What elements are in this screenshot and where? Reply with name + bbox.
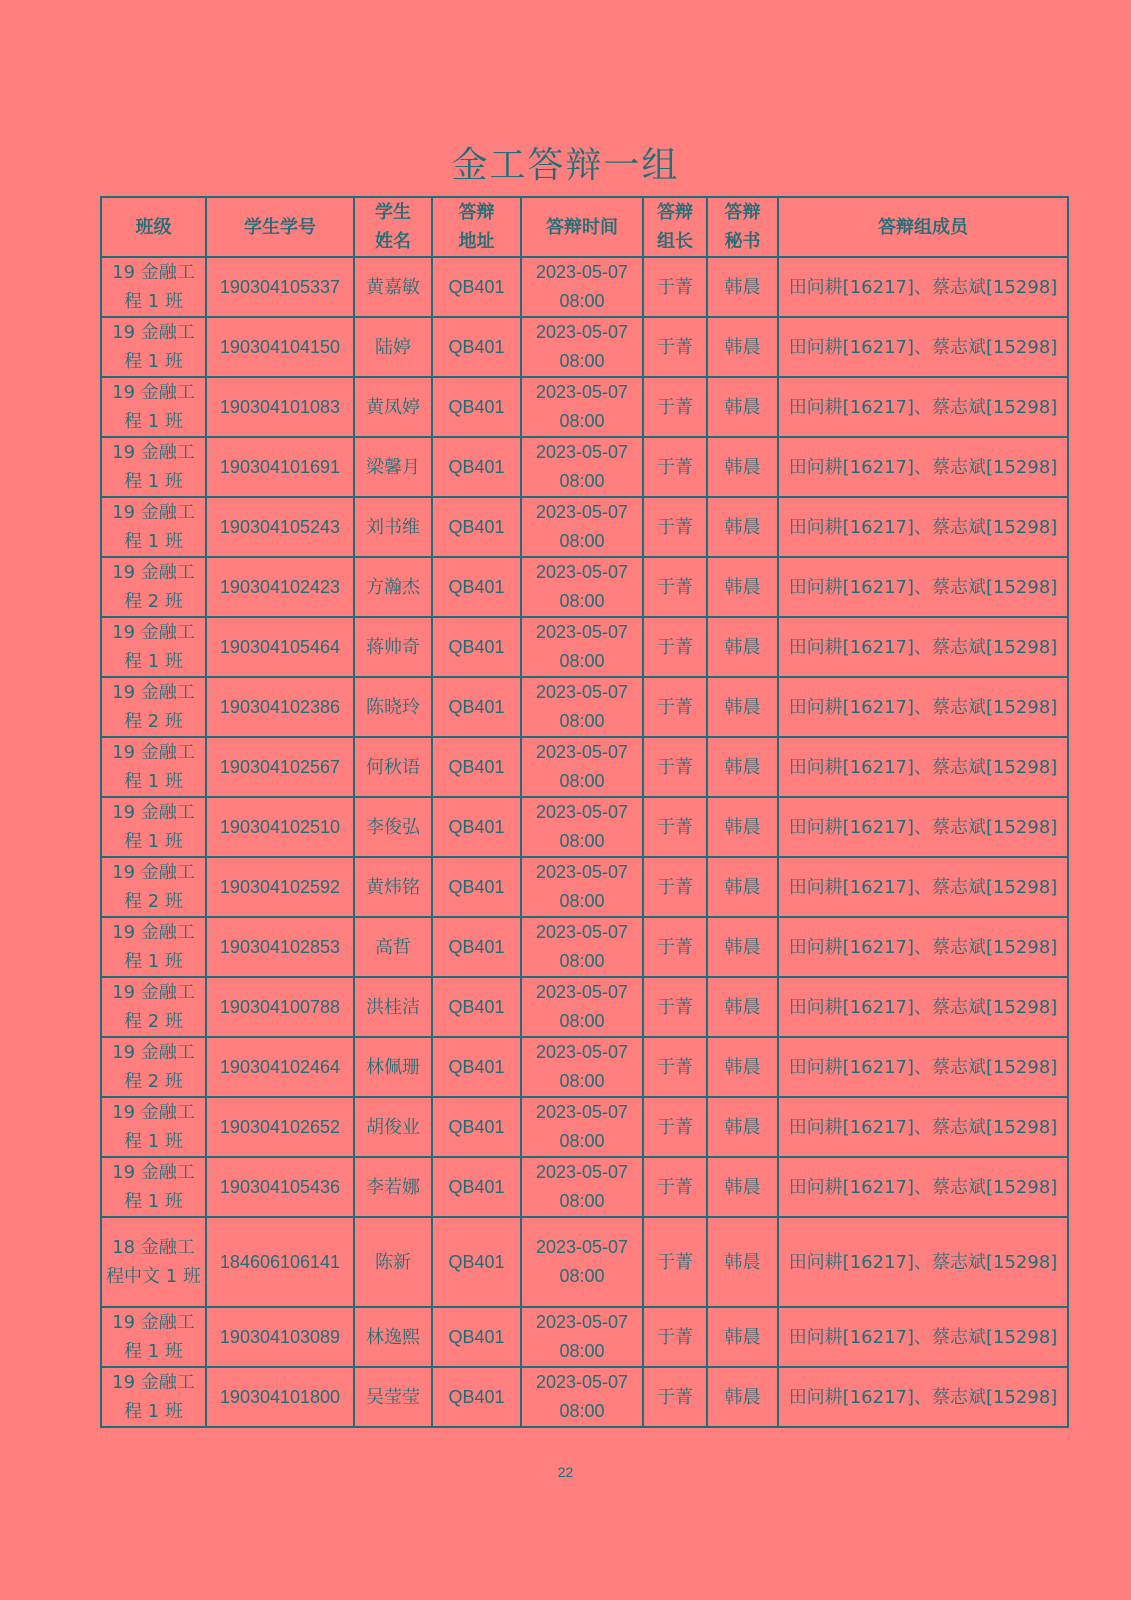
table-row bbox=[101, 917, 1068, 977]
cell-group-members: 田问耕[16217]、蔡志斌[15298] bbox=[778, 737, 1068, 797]
cell-defense-place: QB401 bbox=[432, 497, 521, 557]
cell-student-name: 胡俊业 bbox=[354, 1097, 432, 1157]
cell-group-leader: 于菁 bbox=[643, 557, 707, 617]
cell-group-members: 田问耕[16217]、蔡志斌[15298] bbox=[778, 1367, 1068, 1427]
header-defense-time: 答辩时间 bbox=[521, 197, 643, 257]
cell-class: 19 金融工程 1 班 bbox=[101, 437, 206, 497]
cell-student-id: 190304100788 bbox=[206, 977, 354, 1037]
cell-group-members: 田问耕[16217]、蔡志斌[15298] bbox=[778, 437, 1068, 497]
cell-class: 19 金融工程 1 班 bbox=[101, 497, 206, 557]
cell-defense-place: QB401 bbox=[432, 1037, 521, 1097]
table-row bbox=[101, 1307, 1068, 1367]
cell-secretary: 韩晨 bbox=[707, 497, 778, 557]
cell-defense-place: QB401 bbox=[432, 917, 521, 977]
cell-defense-time: 2023-05-07 08:00 bbox=[521, 1217, 643, 1307]
table-row bbox=[101, 677, 1068, 737]
table-row bbox=[101, 1097, 1068, 1157]
cell-student-name: 李俊弘 bbox=[354, 797, 432, 857]
cell-defense-place: QB401 bbox=[432, 737, 521, 797]
cell-group-leader: 于菁 bbox=[643, 1157, 707, 1217]
header-class: 班级 bbox=[101, 197, 206, 257]
cell-student-name: 洪桂洁 bbox=[354, 977, 432, 1037]
cell-defense-time: 2023-05-07 08:00 bbox=[521, 437, 643, 497]
cell-class: 19 金融工程 2 班 bbox=[101, 1037, 206, 1097]
cell-student-id: 190304102423 bbox=[206, 557, 354, 617]
cell-student-id: 190304102652 bbox=[206, 1097, 354, 1157]
cell-student-name: 方瀚杰 bbox=[354, 557, 432, 617]
cell-class: 19 金融工程 1 班 bbox=[101, 377, 206, 437]
cell-student-name: 黄炜铭 bbox=[354, 857, 432, 917]
cell-class: 19 金融工程 1 班 bbox=[101, 1097, 206, 1157]
cell-class: 19 金融工程 1 班 bbox=[101, 257, 206, 317]
cell-student-id: 190304102464 bbox=[206, 1037, 354, 1097]
cell-group-members: 田问耕[16217]、蔡志斌[15298] bbox=[778, 1217, 1068, 1307]
cell-student-id: 190304105464 bbox=[206, 617, 354, 677]
cell-defense-time: 2023-05-07 08:00 bbox=[521, 377, 643, 437]
cell-group-members: 田问耕[16217]、蔡志斌[15298] bbox=[778, 1307, 1068, 1367]
cell-student-id: 190304102510 bbox=[206, 797, 354, 857]
cell-student-name: 林逸熙 bbox=[354, 1307, 432, 1367]
cell-class: 19 金融工程 2 班 bbox=[101, 557, 206, 617]
cell-secretary: 韩晨 bbox=[707, 1217, 778, 1307]
cell-student-id: 190304102592 bbox=[206, 857, 354, 917]
cell-student-name: 刘书维 bbox=[354, 497, 432, 557]
cell-group-members: 田问耕[16217]、蔡志斌[15298] bbox=[778, 317, 1068, 377]
cell-group-leader: 于菁 bbox=[643, 857, 707, 917]
table-row bbox=[101, 857, 1068, 917]
cell-defense-time: 2023-05-07 08:00 bbox=[521, 677, 643, 737]
cell-defense-place: QB401 bbox=[432, 377, 521, 437]
cell-group-leader: 于菁 bbox=[643, 317, 707, 377]
cell-class: 19 金融工程 1 班 bbox=[101, 617, 206, 677]
header-secretary: 答辩 秘书 bbox=[707, 197, 778, 257]
cell-defense-place: QB401 bbox=[432, 1307, 521, 1367]
cell-group-leader: 于菁 bbox=[643, 1037, 707, 1097]
cell-group-members: 田问耕[16217]、蔡志斌[15298] bbox=[778, 1097, 1068, 1157]
cell-secretary: 韩晨 bbox=[707, 617, 778, 677]
cell-class: 19 金融工程 1 班 bbox=[101, 1157, 206, 1217]
cell-defense-place: QB401 bbox=[432, 857, 521, 917]
header-group-members: 答辩组成员 bbox=[778, 197, 1068, 257]
cell-class: 19 金融工程 2 班 bbox=[101, 977, 206, 1037]
cell-student-name: 蒋帅奇 bbox=[354, 617, 432, 677]
cell-defense-time: 2023-05-07 08:00 bbox=[521, 977, 643, 1037]
cell-group-leader: 于菁 bbox=[643, 797, 707, 857]
table-row bbox=[101, 1157, 1068, 1217]
cell-secretary: 韩晨 bbox=[707, 437, 778, 497]
table-row bbox=[101, 1217, 1068, 1307]
cell-defense-time: 2023-05-07 08:00 bbox=[521, 557, 643, 617]
table-row bbox=[101, 1367, 1068, 1427]
table-header-row bbox=[101, 197, 1068, 257]
cell-student-id: 190304104150 bbox=[206, 317, 354, 377]
table-row bbox=[101, 737, 1068, 797]
cell-class: 18 金融工程中文 1 班 bbox=[101, 1217, 206, 1307]
cell-student-name: 梁馨月 bbox=[354, 437, 432, 497]
cell-defense-time: 2023-05-07 08:00 bbox=[521, 1307, 643, 1367]
defense-roster-table bbox=[100, 196, 1069, 1428]
cell-student-name: 吴莹莹 bbox=[354, 1367, 432, 1427]
cell-group-leader: 于菁 bbox=[643, 497, 707, 557]
cell-secretary: 韩晨 bbox=[707, 857, 778, 917]
cell-student-name: 高哲 bbox=[354, 917, 432, 977]
cell-defense-place: QB401 bbox=[432, 557, 521, 617]
cell-defense-place: QB401 bbox=[432, 317, 521, 377]
cell-defense-place: QB401 bbox=[432, 1097, 521, 1157]
cell-group-leader: 于菁 bbox=[643, 1367, 707, 1427]
cell-group-members: 田问耕[16217]、蔡志斌[15298] bbox=[778, 917, 1068, 977]
cell-defense-time: 2023-05-07 08:00 bbox=[521, 257, 643, 317]
cell-class: 19 金融工程 1 班 bbox=[101, 737, 206, 797]
cell-student-id: 190304101800 bbox=[206, 1367, 354, 1427]
cell-defense-time: 2023-05-07 08:00 bbox=[521, 1367, 643, 1427]
cell-group-leader: 于菁 bbox=[643, 677, 707, 737]
cell-group-leader: 于菁 bbox=[643, 917, 707, 977]
table-row bbox=[101, 377, 1068, 437]
cell-student-id: 190304101691 bbox=[206, 437, 354, 497]
cell-group-leader: 于菁 bbox=[643, 1217, 707, 1307]
table-row bbox=[101, 317, 1068, 377]
cell-secretary: 韩晨 bbox=[707, 317, 778, 377]
cell-student-id: 190304102386 bbox=[206, 677, 354, 737]
cell-group-members: 田问耕[16217]、蔡志斌[15298] bbox=[778, 377, 1068, 437]
cell-group-members: 田问耕[16217]、蔡志斌[15298] bbox=[778, 557, 1068, 617]
table-row bbox=[101, 497, 1068, 557]
cell-defense-time: 2023-05-07 08:00 bbox=[521, 917, 643, 977]
cell-class: 19 金融工程 1 班 bbox=[101, 797, 206, 857]
header-defense-place: 答辩 地址 bbox=[432, 197, 521, 257]
cell-defense-place: QB401 bbox=[432, 977, 521, 1037]
cell-group-members: 田问耕[16217]、蔡志斌[15298] bbox=[778, 857, 1068, 917]
cell-class: 19 金融工程 2 班 bbox=[101, 857, 206, 917]
cell-secretary: 韩晨 bbox=[707, 977, 778, 1037]
cell-group-members: 田问耕[16217]、蔡志斌[15298] bbox=[778, 797, 1068, 857]
table-row bbox=[101, 797, 1068, 857]
cell-student-id: 190304105243 bbox=[206, 497, 354, 557]
cell-class: 19 金融工程 1 班 bbox=[101, 1307, 206, 1367]
cell-secretary: 韩晨 bbox=[707, 1307, 778, 1367]
table-row bbox=[101, 1037, 1068, 1097]
cell-group-leader: 于菁 bbox=[643, 617, 707, 677]
cell-secretary: 韩晨 bbox=[707, 557, 778, 617]
cell-student-name: 何秋语 bbox=[354, 737, 432, 797]
cell-defense-time: 2023-05-07 08:00 bbox=[521, 1097, 643, 1157]
cell-secretary: 韩晨 bbox=[707, 677, 778, 737]
table-row bbox=[101, 437, 1068, 497]
cell-secretary: 韩晨 bbox=[707, 1367, 778, 1427]
cell-student-id: 190304101083 bbox=[206, 377, 354, 437]
cell-group-leader: 于菁 bbox=[643, 437, 707, 497]
cell-group-members: 田问耕[16217]、蔡志斌[15298] bbox=[778, 1037, 1068, 1097]
cell-defense-time: 2023-05-07 08:00 bbox=[521, 1157, 643, 1217]
table-body bbox=[101, 257, 1068, 1427]
page-title: 金工答辩一组 bbox=[451, 145, 680, 186]
table-row bbox=[101, 557, 1068, 617]
cell-group-leader: 于菁 bbox=[643, 257, 707, 317]
cell-defense-place: QB401 bbox=[432, 1157, 521, 1217]
cell-group-members: 田问耕[16217]、蔡志斌[15298] bbox=[778, 977, 1068, 1037]
table-row bbox=[101, 617, 1068, 677]
cell-student-id: 190304102853 bbox=[206, 917, 354, 977]
cell-class: 19 金融工程 1 班 bbox=[101, 317, 206, 377]
cell-group-leader: 于菁 bbox=[643, 1097, 707, 1157]
cell-secretary: 韩晨 bbox=[707, 1157, 778, 1217]
cell-student-id: 190304102567 bbox=[206, 737, 354, 797]
cell-group-leader: 于菁 bbox=[643, 737, 707, 797]
cell-secretary: 韩晨 bbox=[707, 257, 778, 317]
header-student-name: 学生 姓名 bbox=[354, 197, 432, 257]
cell-defense-time: 2023-05-07 08:00 bbox=[521, 317, 643, 377]
cell-defense-time: 2023-05-07 08:00 bbox=[521, 737, 643, 797]
cell-student-name: 黄凤婷 bbox=[354, 377, 432, 437]
cell-class: 19 金融工程 1 班 bbox=[101, 1367, 206, 1427]
header-group-leader: 答辩 组长 bbox=[643, 197, 707, 257]
cell-group-members: 田问耕[16217]、蔡志斌[15298] bbox=[778, 257, 1068, 317]
cell-student-id: 190304105337 bbox=[206, 257, 354, 317]
cell-class: 19 金融工程 2 班 bbox=[101, 677, 206, 737]
cell-defense-time: 2023-05-07 08:00 bbox=[521, 1037, 643, 1097]
cell-defense-place: QB401 bbox=[432, 1367, 521, 1427]
page-number: 22 bbox=[557, 1464, 574, 1480]
cell-student-id: 190304103089 bbox=[206, 1307, 354, 1367]
cell-student-name: 陆婷 bbox=[354, 317, 432, 377]
table-row bbox=[101, 977, 1068, 1037]
cell-defense-place: QB401 bbox=[432, 437, 521, 497]
cell-student-name: 陈新 bbox=[354, 1217, 432, 1307]
cell-group-members: 田问耕[16217]、蔡志斌[15298] bbox=[778, 677, 1068, 737]
cell-student-id: 190304105436 bbox=[206, 1157, 354, 1217]
cell-student-name: 李若娜 bbox=[354, 1157, 432, 1217]
cell-group-members: 田问耕[16217]、蔡志斌[15298] bbox=[778, 617, 1068, 677]
cell-secretary: 韩晨 bbox=[707, 797, 778, 857]
cell-class: 19 金融工程 1 班 bbox=[101, 917, 206, 977]
header-student-id: 学生学号 bbox=[206, 197, 354, 257]
cell-student-name: 林佩珊 bbox=[354, 1037, 432, 1097]
cell-group-leader: 于菁 bbox=[643, 1307, 707, 1367]
cell-group-members: 田问耕[16217]、蔡志斌[15298] bbox=[778, 1157, 1068, 1217]
cell-student-name: 陈晓玲 bbox=[354, 677, 432, 737]
cell-defense-time: 2023-05-07 08:00 bbox=[521, 617, 643, 677]
cell-secretary: 韩晨 bbox=[707, 1097, 778, 1157]
cell-defense-time: 2023-05-07 08:00 bbox=[521, 797, 643, 857]
cell-student-id: 184606106141 bbox=[206, 1217, 354, 1307]
cell-defense-place: QB401 bbox=[432, 257, 521, 317]
cell-defense-time: 2023-05-07 08:00 bbox=[521, 857, 643, 917]
cell-secretary: 韩晨 bbox=[707, 377, 778, 437]
cell-group-members: 田问耕[16217]、蔡志斌[15298] bbox=[778, 497, 1068, 557]
cell-group-leader: 于菁 bbox=[643, 377, 707, 437]
cell-defense-place: QB401 bbox=[432, 1217, 521, 1307]
cell-secretary: 韩晨 bbox=[707, 917, 778, 977]
cell-student-name: 黄嘉敏 bbox=[354, 257, 432, 317]
cell-defense-time: 2023-05-07 08:00 bbox=[521, 497, 643, 557]
cell-defense-place: QB401 bbox=[432, 797, 521, 857]
cell-group-leader: 于菁 bbox=[643, 977, 707, 1037]
cell-defense-place: QB401 bbox=[432, 617, 521, 677]
cell-secretary: 韩晨 bbox=[707, 737, 778, 797]
cell-defense-place: QB401 bbox=[432, 677, 521, 737]
table-row bbox=[101, 257, 1068, 317]
cell-secretary: 韩晨 bbox=[707, 1037, 778, 1097]
